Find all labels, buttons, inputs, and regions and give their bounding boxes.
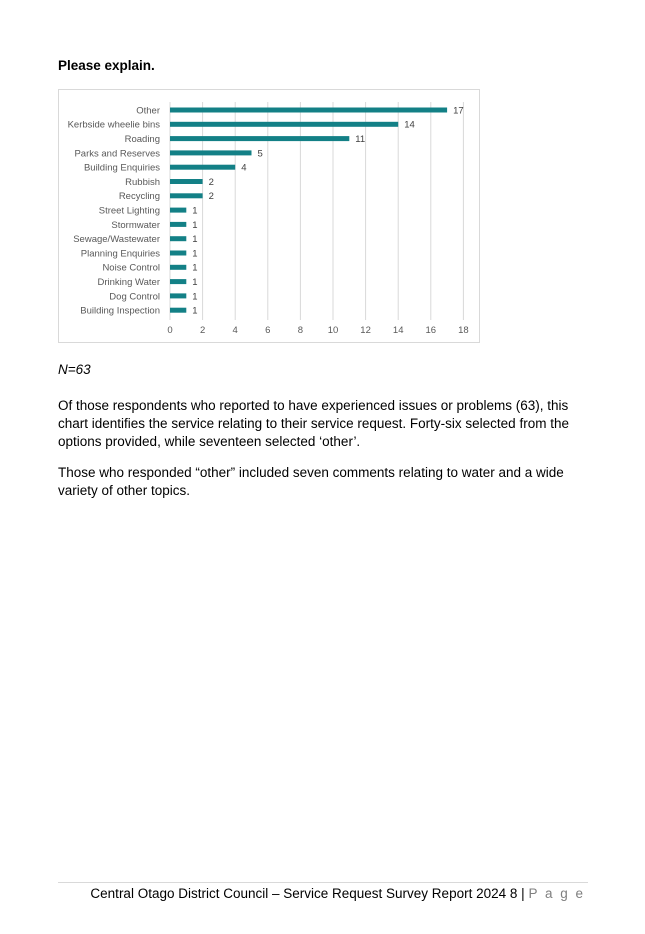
category-label: Kerbside wheelie bins [67,119,160,131]
x-tick-label: 0 [167,325,173,336]
chart-svg [59,90,481,344]
data-label: 14 [404,119,415,131]
x-tick-label: 16 [425,325,437,336]
data-label: 1 [192,234,198,246]
section-heading: Please explain. [58,58,155,73]
page-footer [90,886,585,901]
chart-bars [170,108,447,313]
data-label: 2 [208,176,214,188]
bar [170,222,186,227]
bar [170,108,447,113]
footer-page-word: P a g e [528,886,585,901]
x-tick-label: 18 [458,325,469,336]
data-label: 1 [192,291,198,303]
category-label: Other [136,105,160,117]
category-label: Noise Control [102,262,160,274]
paragraph-other-comments: Those who responded “other” included seven comments relating to water and a wide variety of other topics. [58,465,564,498]
paragraph-chart-summary: Of those respondents who reported to have experienced issues or problems (63), this chart identifies the service relating to their service request. Forty-six selected from the options provided, while seventeen selected ‘other’. [58,398,569,449]
category-label: Rubbish [125,176,160,188]
category-label: Roading [124,134,160,145]
bar [170,179,203,184]
x-tick-label: 10 [327,325,339,336]
bar [170,208,186,213]
category-label: Recycling [118,191,160,203]
category-label: Parks and Reserves [74,148,160,160]
data-label: 11 [355,134,366,145]
data-label: 5 [257,148,263,160]
category-label: Building Inspection [80,305,160,317]
data-label: 1 [192,205,198,217]
data-label: 1 [192,248,198,260]
data-label: 1 [192,262,198,274]
footer-title: Central Otago District Council – Service Request Survey Report 2024 [90,886,507,901]
data-label: 1 [192,219,198,231]
x-tick-label: 8 [297,325,304,336]
bar [170,136,349,141]
category-label: Drinking Water [97,277,160,288]
footer-page-number: 8 [509,886,518,901]
sample-size-label: N=63 [58,362,91,377]
bar [170,236,186,241]
category-label: Street Lighting [98,205,160,217]
x-tick-label: 2 [199,325,206,336]
bar [170,293,186,298]
data-label: 1 [192,277,198,288]
bar [170,265,186,270]
x-tick-label: 6 [265,325,271,336]
footer-divider [58,882,588,883]
data-label: 4 [241,162,247,174]
bar [170,193,203,198]
data-label: 1 [192,305,198,317]
category-label: Building Enquiries [83,162,160,174]
category-label: Dog Control [109,291,160,303]
x-tick-label: 14 [392,325,404,336]
x-tick-label: 12 [360,325,371,336]
category-label: Stormwater [111,219,160,231]
bar [170,150,252,155]
bar [170,165,235,170]
x-tick-label: 4 [232,325,238,336]
bar [170,308,186,313]
category-label: Planning Enquiries [80,248,160,260]
service-bar-chart [58,89,480,343]
bar [170,251,186,256]
data-label: 17 [453,105,464,117]
bar [170,122,398,127]
category-label: Sewage/Wastewater [73,234,160,246]
footer-separator: | [521,886,525,901]
data-label: 2 [208,191,214,203]
chart-gridlines [170,102,463,320]
bar [170,279,186,284]
